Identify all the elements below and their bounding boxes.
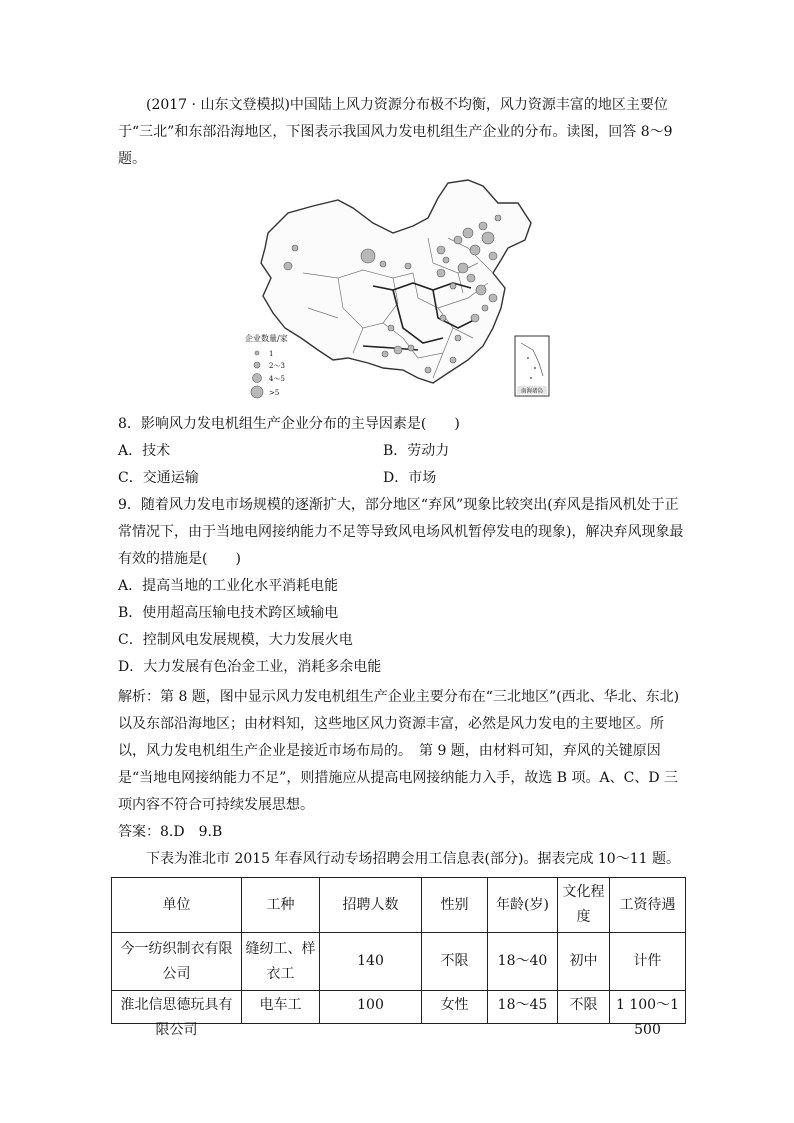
q8-option-c: C．交通运输 xyxy=(118,470,199,486)
enterprise-dot xyxy=(388,325,394,331)
enterprise-dot xyxy=(471,314,479,322)
header-education: 文化程度 xyxy=(558,878,610,933)
enterprise-dot xyxy=(489,252,497,260)
table-intro: 下表为淮北市 2015 年春风行动专场招聘会用工信息表(部分)。据表完成 10～11 题。 xyxy=(146,851,680,867)
table-row xyxy=(112,991,686,1024)
china-map-figure xyxy=(243,178,553,403)
q8-stem: 8．影响风力发电机组生产企业分布的主导因素是( ) xyxy=(118,416,460,432)
header-age: 年龄(岁) xyxy=(488,878,558,933)
cell-wage: 计件 xyxy=(610,933,686,991)
table-header-row xyxy=(112,878,686,933)
enterprise-dot xyxy=(425,367,431,373)
enterprise-dot xyxy=(458,263,468,273)
cell-job: 缝纫工、样衣工 xyxy=(242,933,320,991)
q9-option-d: D．大力发展有色冶金工业，消耗多余电能 xyxy=(118,659,382,675)
q9-option-c: C．控制风电发展规模，大力发展火电 xyxy=(118,632,353,648)
q8-option-d: D．市场 xyxy=(383,470,437,486)
enterprise-dot xyxy=(284,262,292,270)
header-gender: 性别 xyxy=(422,878,488,933)
legend-label-1: 1 xyxy=(269,350,274,358)
cell-gender: 女性 xyxy=(440,997,469,1013)
enterprise-dot xyxy=(437,246,445,254)
enterprise-dot xyxy=(437,269,445,277)
cell-age: 18～45 xyxy=(497,997,548,1013)
enterprise-dot xyxy=(408,345,414,351)
enterprise-dot xyxy=(450,283,456,289)
enterprise-dot xyxy=(405,263,411,269)
cell-unit: 今一纺织制衣有限公司 xyxy=(112,933,242,991)
enterprise-dot xyxy=(361,249,375,263)
q9-stem: 9．随着风力发电市场规模的逐渐扩大，部分地区“弃风”现象比较突出(弃风是指风机处于正常情况下，由于当地电网接纳能力不足等导致风电场风机暂停发电的现象)，解决弃风现象最有效的措施是( ) xyxy=(118,497,684,567)
legend-dot-2 xyxy=(254,362,260,368)
answer-line: 答案：8.D 9.B xyxy=(118,824,223,840)
analysis-paragraph: 解析：第 8 题，图中显示风力发电机组生产企业主要分布在“三北地区”(西北、华北、东北)以及东部沿海地区；由材料知，这些地区风力资源丰富，必然是风力发电的主要地区。所以，风力发电机组生产企业是接近市场布局的。 第 9 题，由材料可知，弃风的关键原因是“当地电网接纳能力不足”，则措施应从提高电网接纳能力入手，故选 B 项。A、C、D 三项内容不符合可持续发展思想。 xyxy=(118,689,680,813)
enterprise-dot xyxy=(380,261,386,267)
enterprise-dot xyxy=(443,257,449,263)
legend-label-3: 4～5 xyxy=(269,375,285,383)
legend-dot-1 xyxy=(255,351,259,355)
enterprise-dot xyxy=(482,305,488,311)
cell-unit: 淮北信思德玩具有限公司 xyxy=(120,997,233,1038)
header-count: 招聘人数 xyxy=(320,878,422,933)
enterprise-dot xyxy=(292,245,298,251)
cell-wage: 1 100～1 500 xyxy=(616,997,679,1038)
q8-option-b: B．劳动力 xyxy=(383,443,450,459)
cell-education: 初中 xyxy=(558,933,610,991)
enterprise-dot xyxy=(479,222,487,230)
q9-option-a: A．提高当地的工业化水平消耗电能 xyxy=(118,578,339,594)
cell-education: 不限 xyxy=(569,997,598,1013)
legend-label-4: >5 xyxy=(269,389,280,397)
header-unit: 单位 xyxy=(112,878,242,933)
cell-gender: 不限 xyxy=(422,933,488,991)
q9-option-b: B．使用超高压输电技术跨区域输电 xyxy=(118,605,339,621)
legend-dot-3 xyxy=(253,374,262,383)
cell-count: 100 xyxy=(357,997,384,1013)
enterprise-dot xyxy=(463,228,473,238)
inset-label: 南海诸岛 xyxy=(520,388,544,395)
enterprise-dot xyxy=(476,285,486,295)
enterprise-dot xyxy=(454,236,462,244)
enterprise-dot xyxy=(470,245,480,255)
enterprise-dot xyxy=(467,274,475,282)
intro-paragraph: (2017 · 山东文登模拟)中国陆上风力资源分布极不均衡，风力资源丰富的地区主要位于“三北”和东部沿海地区，下图表示我国风力发电机组生产企业的分布。读图，回答 8～9 题。 xyxy=(118,97,673,167)
q8-option-a: A．技术 xyxy=(118,443,171,459)
enterprise-dot xyxy=(382,351,388,357)
cell-job: 电车工 xyxy=(259,997,302,1013)
legend-dot-4 xyxy=(251,386,263,398)
legend-title: 企业数量/家 xyxy=(245,334,288,343)
header-job: 工种 xyxy=(242,878,320,933)
enterprise-dot xyxy=(450,357,456,363)
enterprise-dot xyxy=(482,232,494,244)
enterprise-dot xyxy=(440,315,446,321)
cell-count: 140 xyxy=(320,933,422,991)
enterprise-dot xyxy=(455,335,461,341)
enterprise-dot xyxy=(495,215,501,221)
header-wage: 工资待遇 xyxy=(610,878,686,933)
enterprise-dot xyxy=(489,294,497,302)
cell-age: 18～40 xyxy=(488,933,558,991)
table-row xyxy=(112,933,686,991)
recruitment-table xyxy=(111,877,686,1038)
legend-label-2: 2～3 xyxy=(269,362,285,370)
enterprise-dot xyxy=(394,346,402,354)
